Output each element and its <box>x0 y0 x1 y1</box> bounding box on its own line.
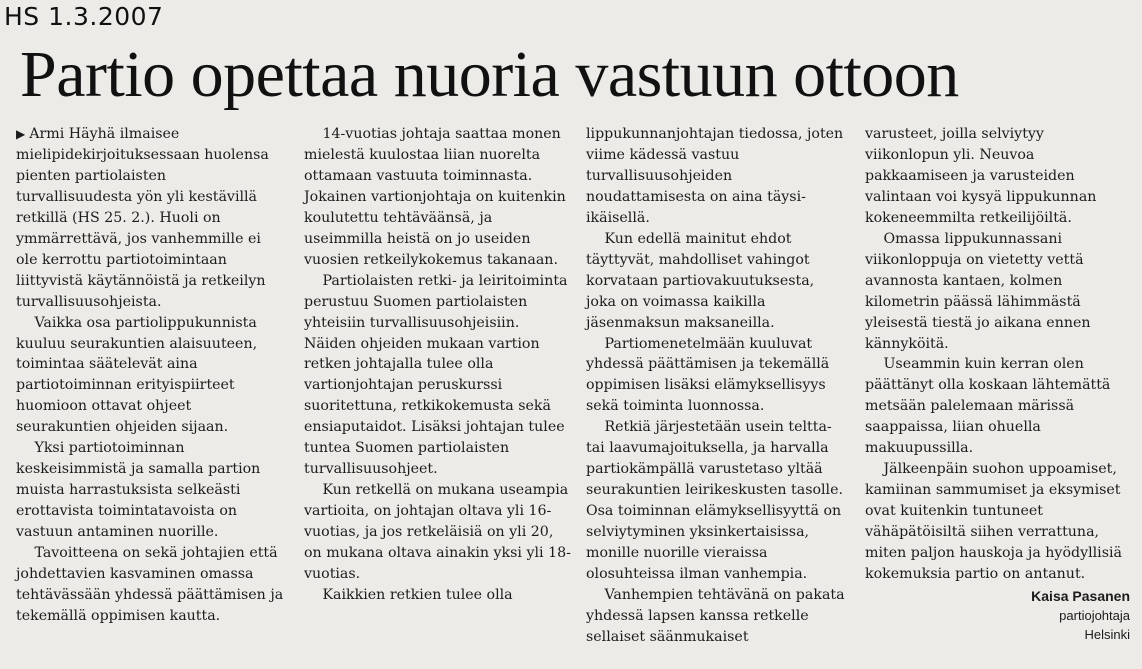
paragraph: ▶ Armi Häyhä ilmaisee mielipidekirjoituksessaan huolensa pienten partiolaisten turvallisuudesta yön yli kestävillä retkillä (HS 25. 2.). Huoli on ymmärrettävä, jos vanhemmille ei ole kerrottu partiotoimintaan liittyvistä käytännöistä ja retkeilyn turvallisuusohjeista. <box>16 126 269 310</box>
paragraph: Jälkeenpäin suohon uppoamiset, kamiinan sammumiset ja eksymiset ovat kuitenkin tuntuneet vähäpätöisiltä siihen verrattuna, miten paljon hauskoja ja hyödyllisiä kokemuksia partio on antanut. <box>865 461 1122 583</box>
author-name: Kaisa Pasanen <box>1031 587 1130 604</box>
paragraph: 14-vuotias johtaja saattaa monen mielestä kuulostaa liian nuorelta ottamaan vastuuta toiminnasta. Jokainen vartionjohtaja on kuitenkin koulutettu tehtäväänsä, ja useimmilla heistä on jo useiden vuosien retkeilykokemus takanaan. <box>304 126 566 268</box>
author-city: Helsinki <box>1084 626 1130 642</box>
article-column-2 <box>304 124 572 606</box>
article-column-3 <box>586 124 847 648</box>
article-headline: Partio opettaa nuoria vastuun ottoon <box>20 38 959 111</box>
paragraph: Vaikka osa partiolippukunnista kuuluu seurakuntien alaisuuteen, toimintaa säätelevät aina partiotoiminnan erityispiirteet huomioon ottavat ohjeet seurakuntien ohjeiden sijaan. <box>16 314 258 436</box>
paragraph: Tavoitteena on sekä johtajien että johdettavien kasvaminen omassa tehtävässään yhdessä päättämisen ja tekemällä oppimisen kautta. <box>16 545 284 624</box>
article-column-1 <box>16 124 286 627</box>
paragraph: lippukunnanjohtajan tiedossa, joten viime kädessä vastuu turvallisuusohjeiden noudattamisesta on aina täysi-ikäisellä. <box>586 126 844 226</box>
signature <box>865 586 1130 644</box>
paragraph: Useammin kuin kerran olen päättänyt olla koskaan lähtemättä metsään palelemaan märissä saappaissa, liian ohuella makuupussilla. <box>865 356 1111 457</box>
paragraph: Vanhempien tehtävänä on pakata yhdessä lapsen kanssa retkelle sellaiset säänmukaiset <box>586 586 845 645</box>
paragraph: Omassa lippukunnassani viikonloppuja on vietetty vettä avannosta kantaen, kolmen kilometrin päässä lähimmästä yleisestä tiestä jo aikana ennen kännyköitä. <box>865 230 1091 352</box>
author-title: partiojohtaja <box>1059 607 1130 623</box>
arrow-icon: ▶ <box>16 127 26 141</box>
paragraph: Kun edellä mainitut ehdot täyttyvät, mahdolliset vahingot korvataan partiovakuutuksesta, joka on voimassa kaikilla jäsenmaksun maksaneilla. <box>586 230 815 331</box>
paragraph: Retkiä järjestetään usein teltta- tai laavumajoituksella, ja harvalla partiokämpällä varustetaso yltää seurakuntien leirikeskusten tasolle. Osa toiminnan elämyksellisyyttä on selviytyminen yksinkertaisissa, monille nuorille vieraissa olosuhteissa ilman vanhempia. <box>586 419 843 583</box>
paragraph: Yksi partiotoiminnan keskeisimmistä ja samalla partion muista harrastuksista selkeästi erottavista toimintatavoista on vastuun antaminen nuorille. <box>16 440 261 541</box>
date-label: HS 1.3.2007 <box>4 2 164 31</box>
paragraph: Kun retkellä on mukana useampia vartioita, on johtajan oltava yli 16-vuotias, ja jos retkeläisiä on yli 20, on mukana oltava ainakin yksi yli 18-vuotias. <box>304 482 571 583</box>
paragraph: Partiolaisten retki- ja leiritoiminta perustuu Suomen partiolaisten yhteisiin turvallisuusohjeisiin. Näiden ohjeiden mukaan vartion retken johtajalla tulee olla vartionjohtajan peruskurssi suoritettuna, retkikokemusta sekä ensiaputaidot. Lisäksi johtajan tulee tuntea Suomen partiolaisten turvallisuusohjeet. <box>304 272 568 478</box>
paragraph: Partiomenetelmään kuuluvat yhdessä päättämisen ja tekemällä oppimisen lisäksi elämyksellisyys sekä toiminta luonnossa. <box>586 335 830 415</box>
paragraph: varusteet, joilla selviytyy viikonlopun yli. Neuvoa pakkaamiseen ja varusteiden valintaan voi kysyä lippukunnan kokeneemmilta retkeilijöiltä. <box>865 126 1097 226</box>
article-column-4 <box>865 124 1130 644</box>
paragraph: Kaikkien retkien tulee olla <box>322 586 513 603</box>
